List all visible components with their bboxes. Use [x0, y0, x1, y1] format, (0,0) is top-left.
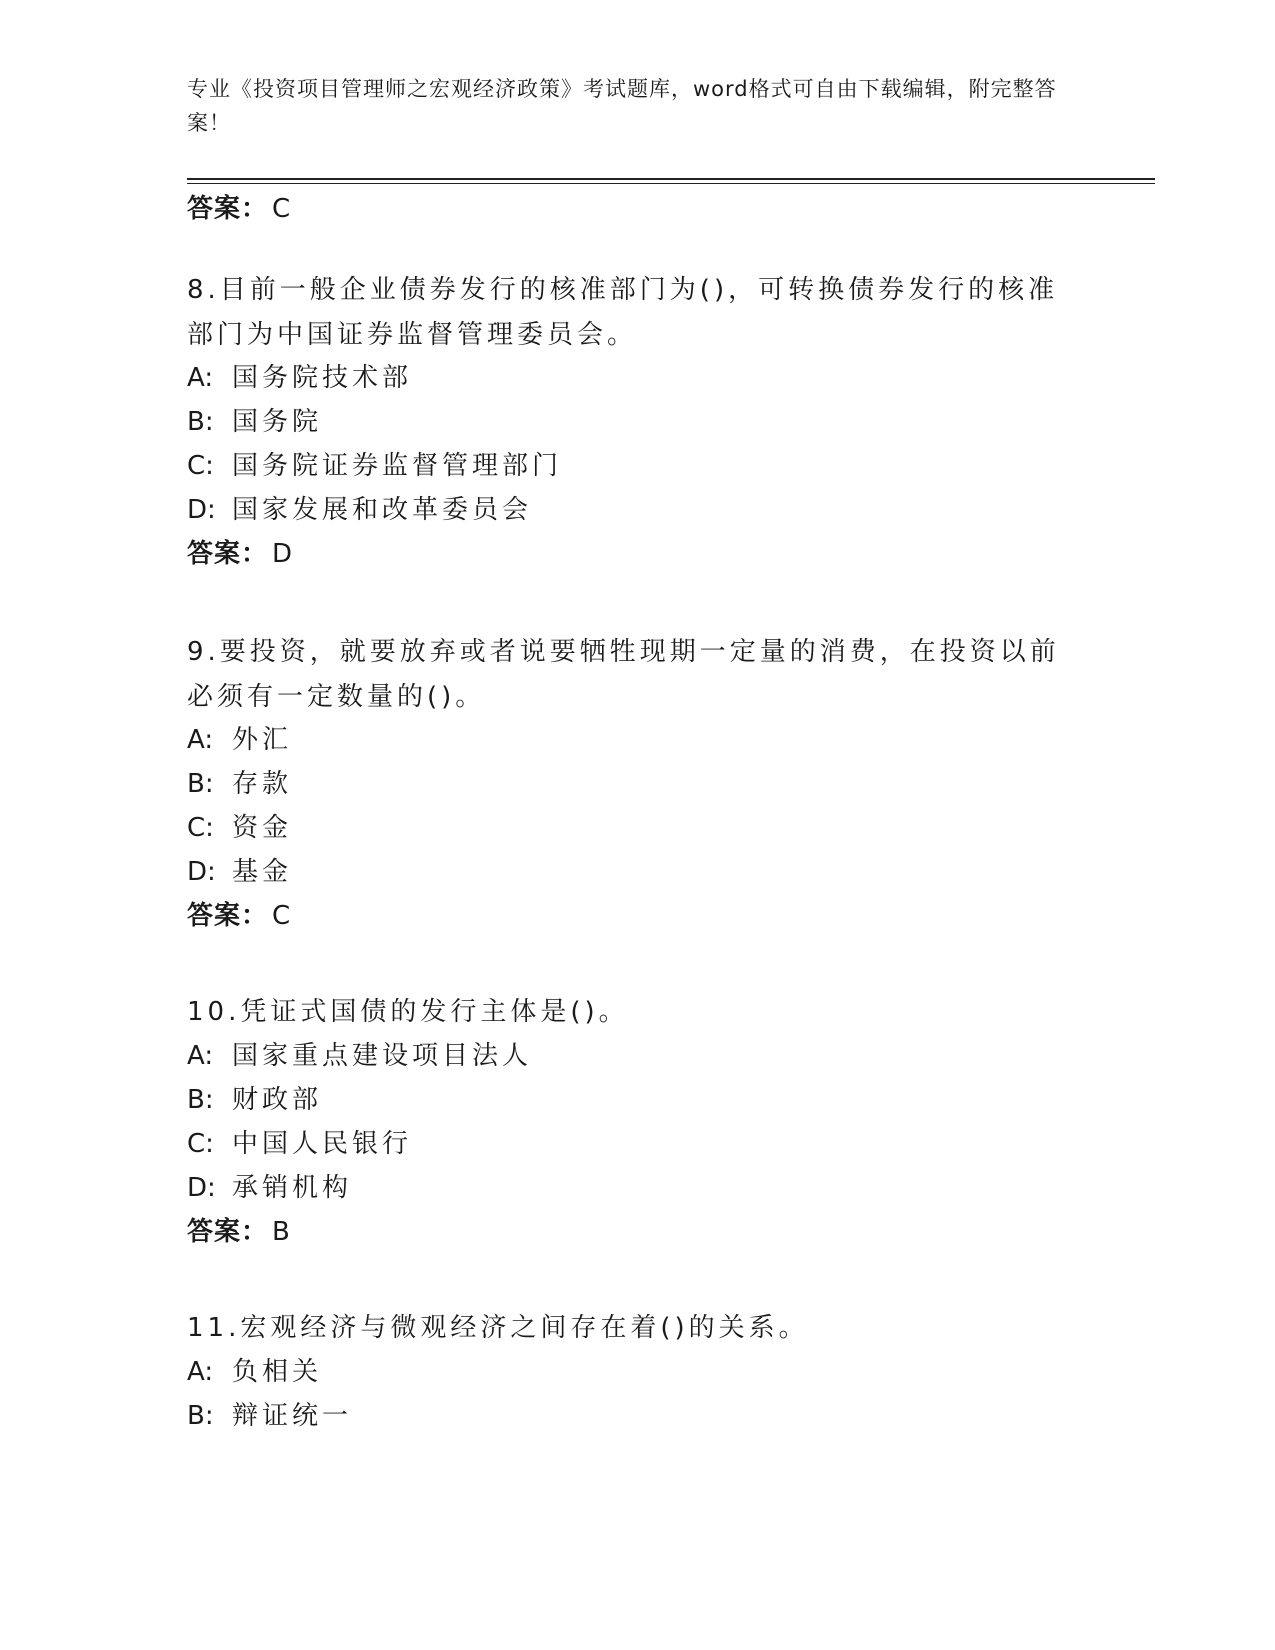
- question-8-option-d: [187, 488, 532, 533]
- question-8-option-a: [187, 356, 412, 401]
- header-note: 专业《投资项目管理师之宏观经济政策》考试题库，word格式可自由下载编辑，附完整答案！: [187, 77, 1057, 135]
- option-key: A:: [187, 725, 214, 755]
- option-key: B:: [187, 1085, 214, 1115]
- question-11-text: 11.宏观经济与微观经济之间存在着()的关系。: [187, 1313, 809, 1343]
- answer-value: B: [272, 1217, 291, 1247]
- answer-value: C: [272, 194, 292, 224]
- option-key: B:: [187, 1401, 214, 1431]
- question-8-option-b: [187, 400, 322, 445]
- option-text: 外汇: [232, 725, 293, 755]
- option-key: D:: [187, 495, 216, 525]
- option-key: A:: [187, 363, 214, 393]
- answer-value: C: [272, 901, 292, 931]
- option-text: 资金: [232, 813, 293, 843]
- question-9-option-c: [187, 806, 292, 851]
- question-10-answer: [187, 1210, 291, 1255]
- question-9-text: 9.要投资，就要放弃或者说要牺牲现期一定量的消费，在投资以前必须有一定数量的()。: [187, 637, 1060, 712]
- question-11-option-a: [187, 1350, 322, 1395]
- option-text: 中国人民银行: [232, 1129, 413, 1159]
- header-divider-thin: [187, 183, 1155, 184]
- option-key: A:: [187, 1357, 214, 1387]
- question-9-answer: [187, 894, 291, 939]
- question-11-option-b: [187, 1394, 352, 1439]
- question-9-option-d: [187, 850, 292, 895]
- question-9-option-b: [187, 762, 292, 807]
- option-text: 国家发展和改革委员会: [232, 495, 533, 525]
- option-text: 国家重点建设项目法人: [232, 1041, 533, 1071]
- header-divider: [187, 178, 1155, 180]
- option-key: C:: [187, 451, 214, 481]
- question-10-option-d: [187, 1166, 352, 1211]
- prev-answer: [187, 187, 291, 232]
- answer-label: 答案：: [187, 539, 269, 569]
- option-text: 国务院: [232, 407, 323, 437]
- option-text: 基金: [232, 857, 293, 887]
- option-text: 承销机构: [232, 1173, 353, 1203]
- option-key: A:: [187, 1041, 214, 1071]
- answer-label: 答案：: [187, 194, 269, 224]
- question-8-text: 8.目前一般企业债券发行的核准部门为()，可转换债券发行的核准部门为中国证券监督管理委员会。: [187, 275, 1059, 350]
- option-key: B:: [187, 769, 214, 799]
- question-10-option-b: [187, 1078, 322, 1123]
- question-10-option-c: [187, 1122, 412, 1167]
- option-key: D:: [187, 1173, 216, 1203]
- question-9-option-a: [187, 718, 292, 763]
- question-8-answer: [187, 532, 293, 577]
- question-8-option-c: [187, 444, 562, 489]
- option-text: 国务院证券监督管理部门: [232, 451, 563, 481]
- option-text: 负相关: [232, 1357, 323, 1387]
- option-key: D:: [187, 857, 216, 887]
- option-key: C:: [187, 813, 214, 843]
- answer-label: 答案：: [187, 901, 269, 931]
- option-text: 国务院技术部: [232, 363, 413, 393]
- answer-value: D: [272, 539, 294, 569]
- option-text: 财政部: [232, 1085, 323, 1115]
- option-text: 辩证统一: [232, 1401, 353, 1431]
- option-key: C:: [187, 1129, 214, 1159]
- option-key: B:: [187, 407, 214, 437]
- option-text: 存款: [232, 769, 293, 799]
- answer-label: 答案：: [187, 1217, 269, 1247]
- question-10-text: 10.凭证式国债的发行主体是()。: [187, 997, 629, 1027]
- question-10-option-a: [187, 1034, 532, 1079]
